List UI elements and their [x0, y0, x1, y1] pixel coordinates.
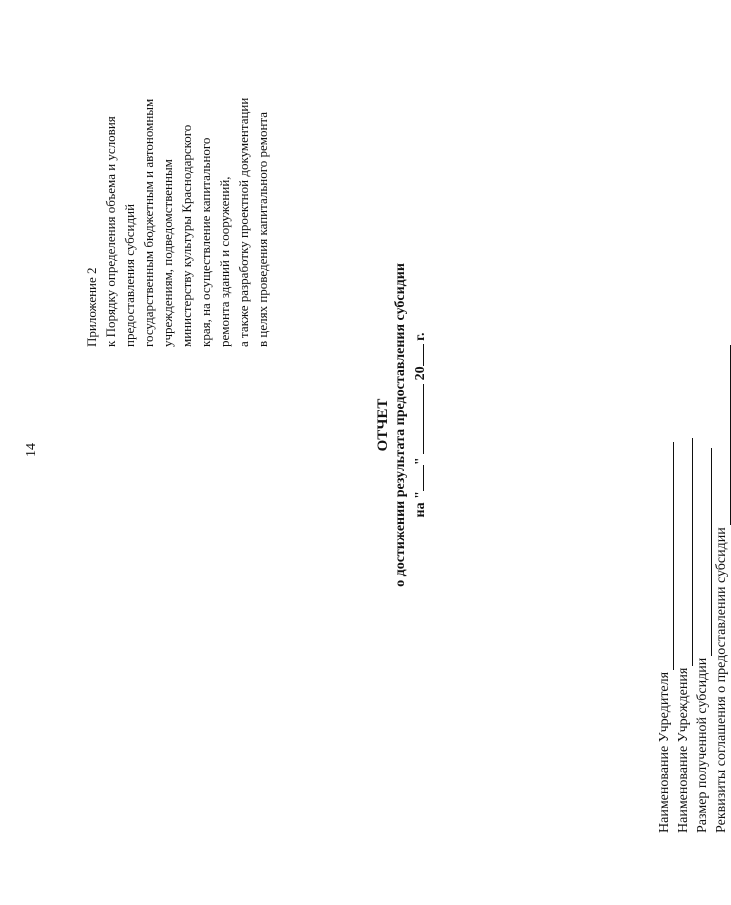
- field-label: Наименование Учреждения: [676, 667, 691, 833]
- date-suffix: г.: [413, 332, 428, 341]
- year-prefix: 20: [413, 366, 428, 381]
- field-row-subsidy-amount: [693, 345, 712, 833]
- field-label: Наименование Учредителя: [657, 671, 672, 833]
- appendix-line: к Порядку определения объема и условия: [103, 116, 118, 347]
- year-blank: [410, 344, 424, 366]
- subsidy-amount-input-line: [697, 448, 712, 656]
- field-label: Реквизиты соглашения о предоставлении субсидии: [714, 527, 729, 833]
- report-subtitle: о достижении результата предоставления субсидии: [393, 263, 408, 587]
- appendix-line: Приложение 2: [84, 267, 99, 347]
- page-number: 14: [24, 443, 39, 457]
- appendix-line: министерству культуры Краснодарского: [179, 124, 194, 347]
- institution-input-line: [678, 438, 693, 666]
- report-title-block: [374, 160, 430, 690]
- field-row-institution: [674, 345, 693, 833]
- agreement-input-line: [716, 345, 731, 525]
- appendix-line: учреждениям, подведомственным: [160, 159, 175, 347]
- appendix-line: предоставления субсидий: [122, 203, 137, 347]
- date-quote: ": [413, 457, 428, 466]
- field-label: Размер полученной субсидии: [695, 657, 710, 833]
- field-row-founder: [655, 345, 674, 833]
- report-title: ОТЧЕТ: [375, 398, 391, 452]
- date-prefix: на ": [413, 491, 428, 518]
- appendix-line: края, на осуществление капитального: [198, 137, 213, 347]
- appendix-header: [82, 98, 272, 347]
- appendix-line: в целях проведения капитального ремонта: [255, 111, 270, 347]
- appendix-line: государственным бюджетным и автономным: [141, 98, 156, 347]
- field-row-agreement: [712, 345, 731, 833]
- day-blank: [410, 465, 424, 491]
- month-blank: [410, 384, 424, 454]
- founder-input-line: [659, 442, 674, 670]
- report-date-line: [410, 160, 430, 690]
- report-fields: [655, 345, 731, 833]
- appendix-line: ремонта зданий и сооружений,: [217, 176, 232, 347]
- appendix-line: а также разработку проектной документации: [236, 97, 251, 347]
